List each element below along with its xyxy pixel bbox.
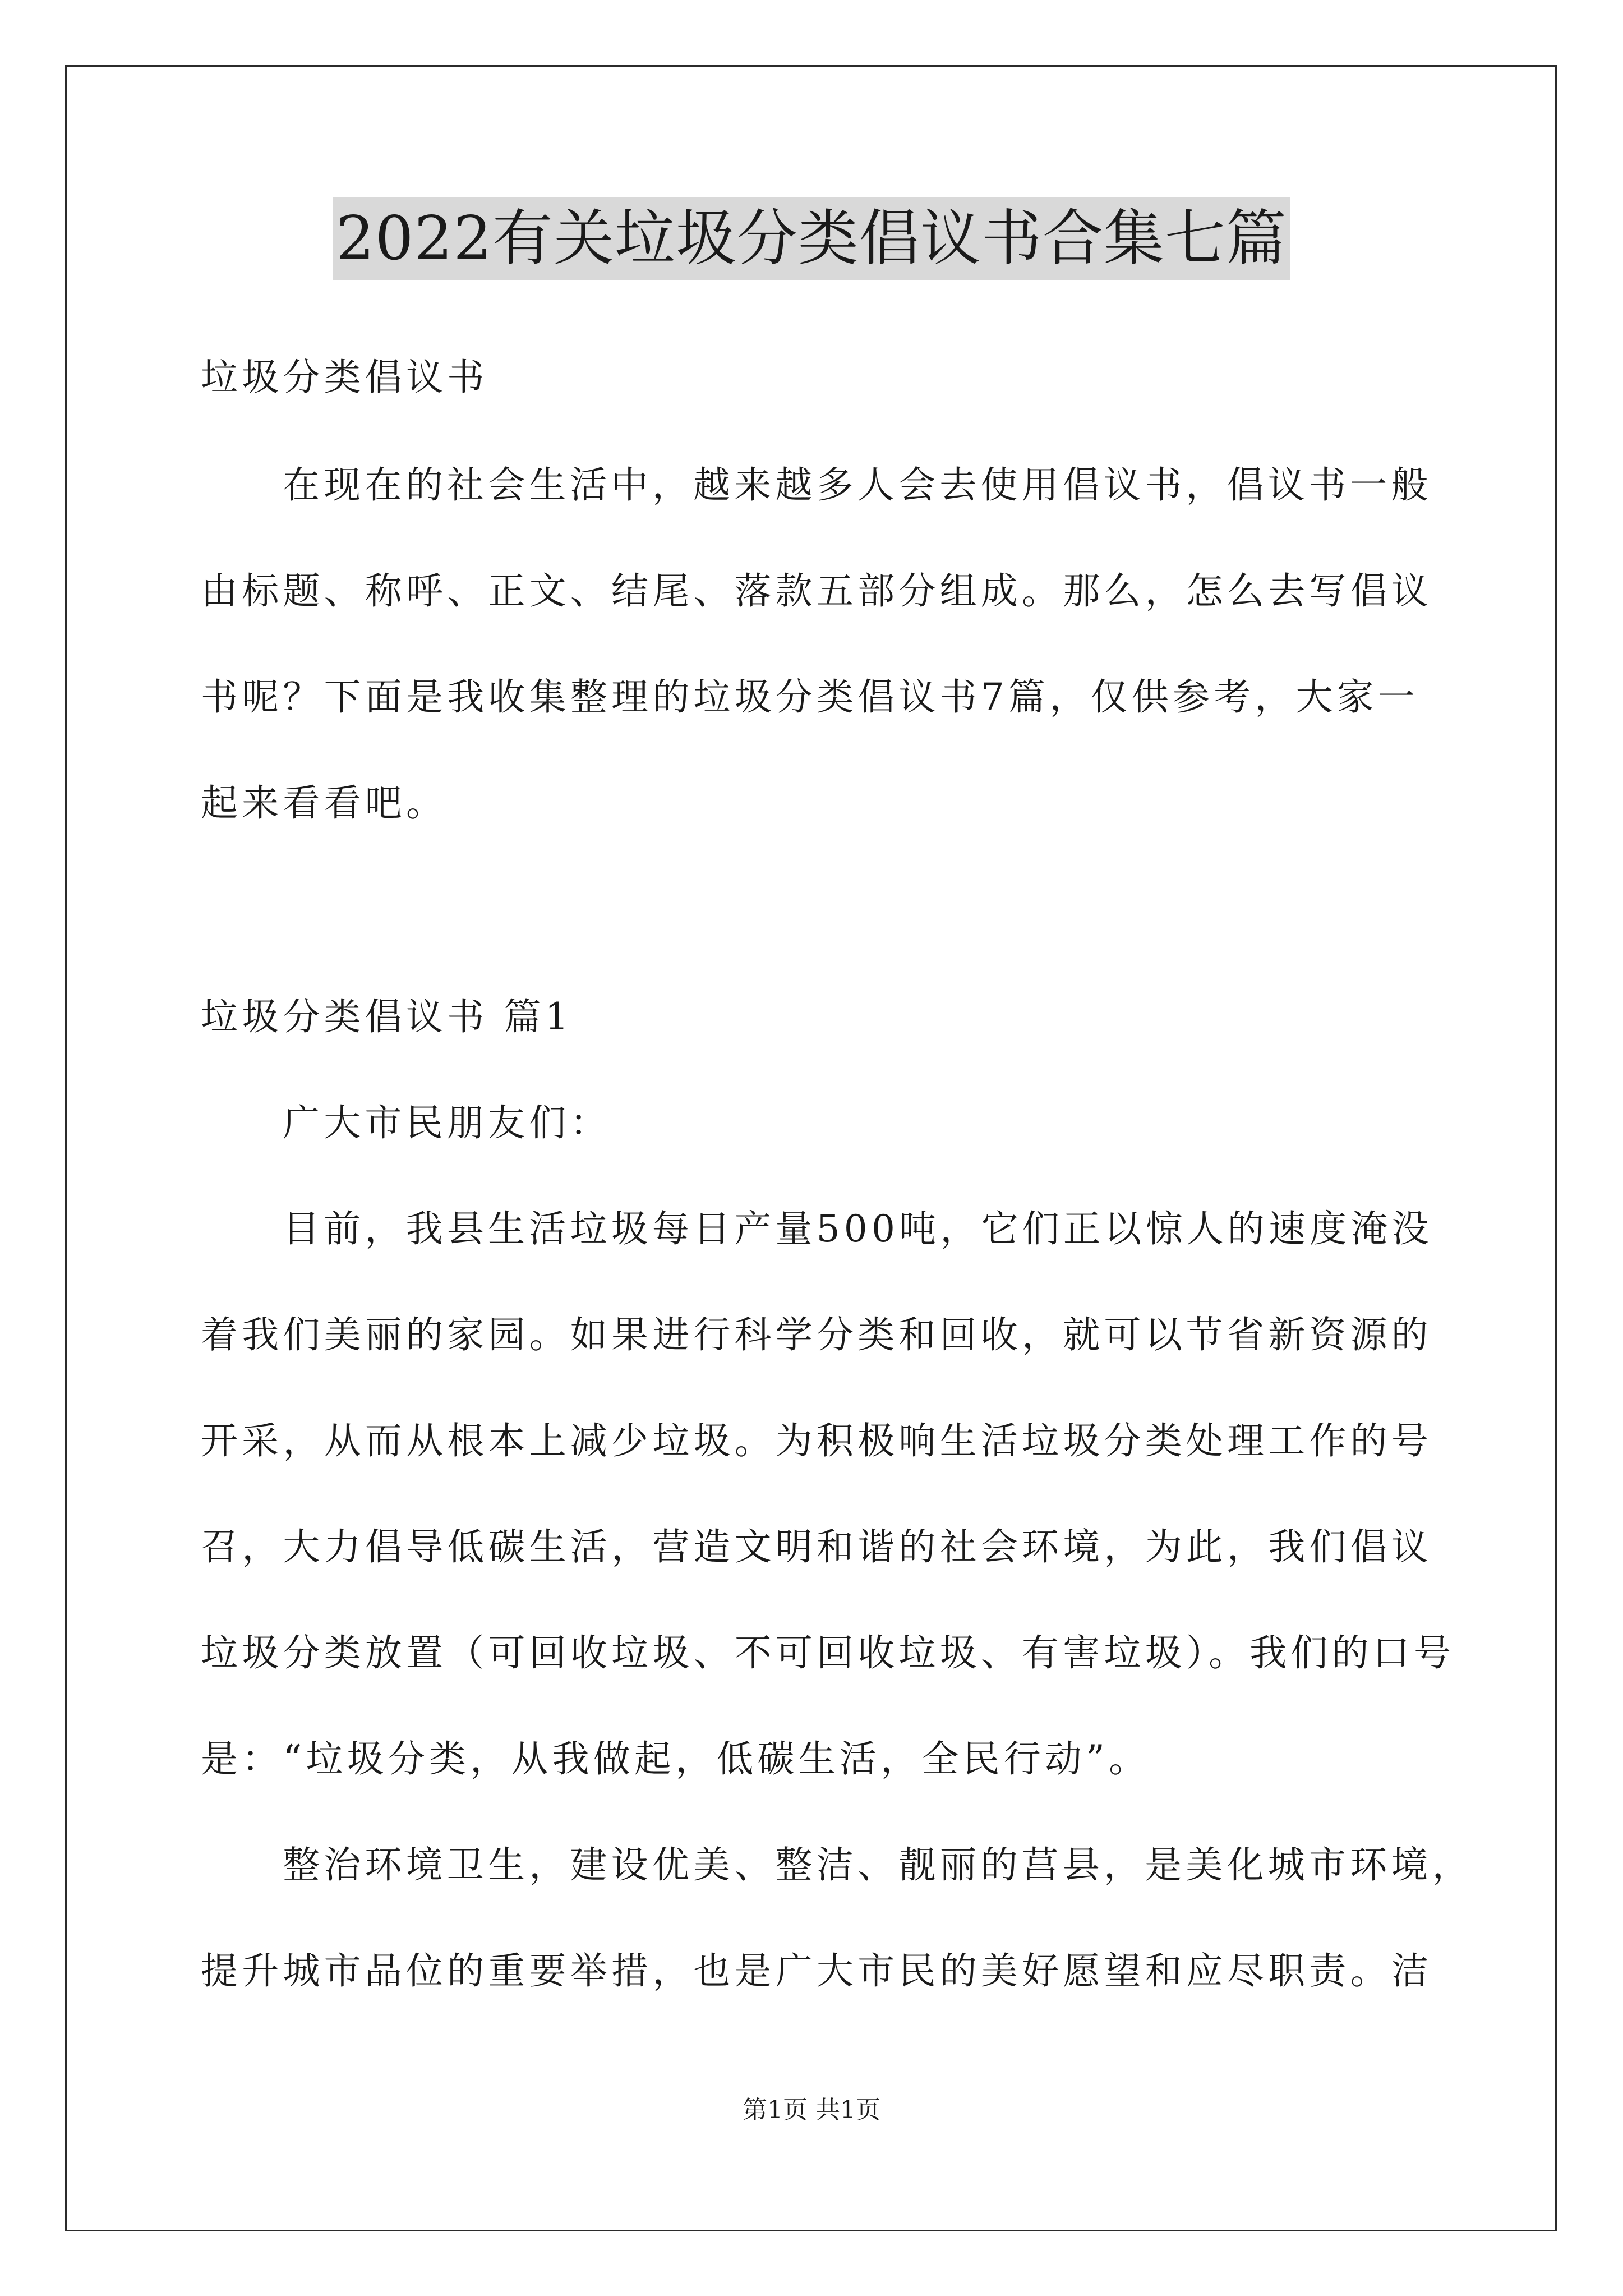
salutation-line: 广大市民朋友们： [283,1101,611,1144]
paragraph-line: 是：“垃圾分类，从我做起，低碳生活，全民行动”。 [201,1737,1150,1780]
paragraph-line: 书呢？下面是我收集整理的垃圾分类倡议书7篇，仅供参考，大家一 [201,675,1419,719]
paragraph-line: 起来看看吧。 [201,781,448,825]
paragraph-line: 开采，从而从根本上减少垃圾。为积极响生活垃圾分类处理工作的号 [201,1419,1432,1462]
document-title: 2022有关垃圾分类倡议书合集七篇 [333,197,1290,280]
paragraph-line: 由标题、称呼、正文、结尾、落款五部分组成。那么，怎么去写倡议 [201,569,1432,613]
paragraph-line: 召，大力倡导低碳生活，营造文明和谐的社会环境，为此，我们倡议 [201,1525,1432,1568]
paragraph-line: 提升城市品位的重要举措，也是广大市民的美好愿望和应尽职责。洁 [201,1949,1432,1993]
paragraph-line: 整治环境卫生，建设优美、整洁、靓丽的莒县，是美化城市环境， [283,1843,1473,1887]
paragraph-line: 着我们美丽的家园。如果进行科学分类和回收，就可以节省新资源的 [201,1313,1432,1356]
paragraph-line: 目前，我县生活垃圾每日产量500吨，它们正以惊人的速度淹没 [283,1207,1433,1250]
section-heading: 垃圾分类倡议书 [201,356,488,399]
paragraph-line: 在现在的社会生活中，越来越多人会去使用倡议书，倡议书一般 [283,463,1432,507]
paragraph-line: 垃圾分类放置（可回收垃圾、不可回收垃圾、有害垃圾）。我们的口号 [201,1631,1455,1674]
page-number-footer: 第1页 共1页 [743,2096,880,2124]
section-heading: 垃圾分类倡议书 篇1 [201,995,573,1038]
